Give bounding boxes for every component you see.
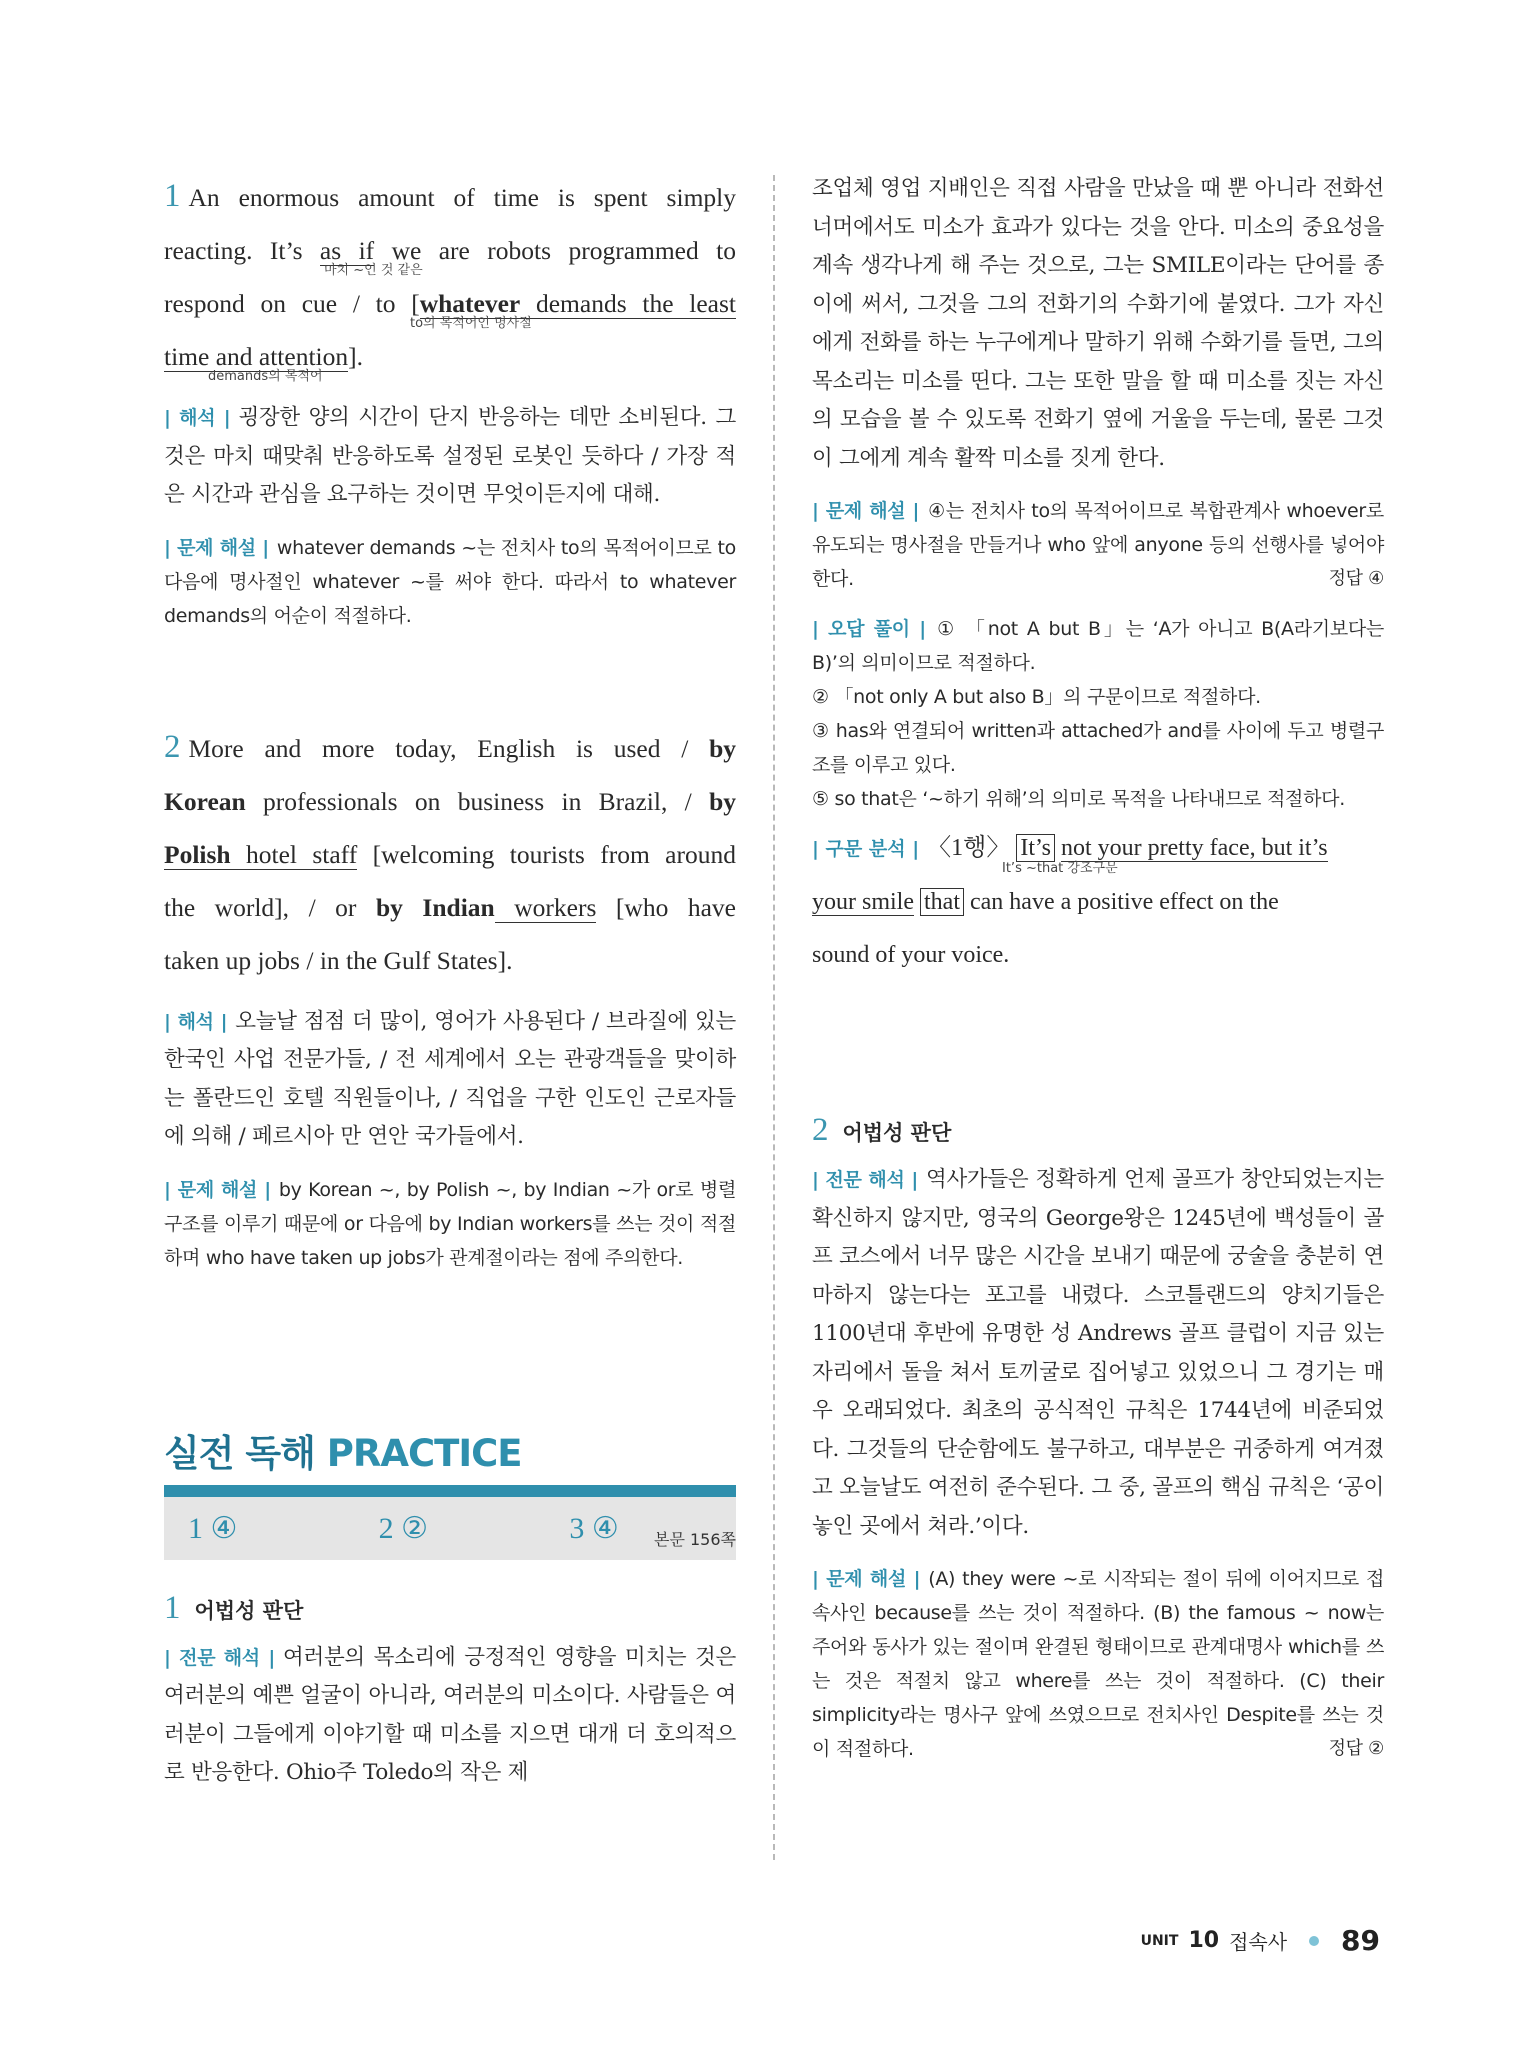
answer-label: 정답 ② (1328, 1738, 1384, 1759)
column-divider (773, 175, 775, 1860)
practice-title: 실전 독해 PRACTICE (164, 1431, 522, 1475)
practice-item-2: 2 어법성 판단 | 전문 해석 | 역사가들은 정확하게 언제 골프가 창안되었는지는 확신하지 않지만, 영국의 George왕은 1245년에 백성들이 골프 코스에서 너무 많은 시간을 보내기 때문에 궁술을 충분히 연마하지 않는다는 포고를 내렸다. 스코틀랜드의 양치기들은 1100년대 후반에 유명한 성 Andrews 골프 클럽이 지금 있는 자리에서 돌을 쳐서 토끼굴로 집어넣고 있었으니 그 경기는 매우 오래되었다. 최초의 공식적인 규칙은 1744년에 비준되었다. 그것들의 단순함에도 불구하고, 대부분은 귀중하게 여겨졌고 오늘날도 여전히 준수된다. 그 중, 골프의 핵심 규칙은 ‘공이 놓인 곳에서 쳐라.’이다. | 문제 해설 | (A) they were ~로 시작되는 절이 뒤에 이어지므로 접속사인 because를 쓰는 것이 적절하다. (B) the famous ~ now는 주어와 동사가 있는 절이며 완결된 형태이므로 관계대명사 which를 쓰는 것은 적절치 않고 where를 쓰는 것이 적절하다. (C) their simplicity라는 명사구 앞에 쓰였으므로 전치사인 Despite를 쓰는 것이 적절하다. 정답 ② (812, 1112, 1384, 1766)
item-number: 1 (164, 178, 181, 214)
practice-bar (164, 1485, 736, 1497)
page-footer: UNIT 10 접속사 89 (1140, 1924, 1380, 1957)
footer-dot-icon (1309, 1936, 1319, 1946)
answer-2: 2 ② (378, 1511, 429, 1545)
sentence-2: 2 More and more today, English is used / by Korean professionals on business in Brazil, / by Polish hotel staff [welcoming tourists from around the world], / or by Indian workers [who have taken up jobs / in the Gulf States]. | 해석 | 오늘날 점점 더 많이, 영어가 사용된다 / 브라질에 있는 한국인 사업 전문가들, / 전 세계에서 오는 관광객들을 맞이하는 폴란드인 호텔 직원들이나, / 직업을 구한 인도인 근로자들에 의해 / 페르시아 만 연안 국가들에서. | 문제 해설 | by Korean ~, by Polish ~, by Indian ~가 or로 병렬구조를 이루기 때문에 or 다음에 by Indian workers를 쓰는 것이 적절하며 who have taken up jobs가 관계절이라는 점에 주의한다. (164, 728, 736, 1269)
answer-label: 정답 ④ (1328, 568, 1384, 589)
annotation-emphasis: It’s ~that 강조구문 (1002, 861, 1118, 876)
practice-item-1: 1 어법성 판단 | 전문 해석 | 여러분의 목소리에 긍정적인 영향을 미치는 것은 여러분의 예쁜 얼굴이 아니라, 여러분의 미소이다. 사람들은 여러분이 그들에게 이야기할 때 미소를 지으면 대개 더 호의적으로 반응한다. Ohio주 Toledo의 작은 제 (164, 1589, 736, 1785)
answer-key (164, 1497, 736, 1560)
right-column: 조업체 영업 지배인은 직접 사람을 만났을 때 뿐 아니라 전화선 너머에서도 미소가 효과가 있다는 것을 안다. 미소의 중요성을 계속 생각나게 해 주는 것으로, 그는 SMILE이라는 단어를 종이에 써서, 그것을 그의 전화기의 수화기에 붙였다. 그가 자신에게 전화를 하는 누구에게나 말하기 위해 수화기를 들면, 그의 목소리는 미소를 띤다. 그는 또한 말을 할 때 미소를 짓는 자신의 모습을 볼 수 있도록 전화기 옆에 거울을 두는데, 물론 그것이 그에게 계속 활짝 미소를 짓게 한다. | 문제 해설 | ④는 전치사 to의 목적어이므로 복합관계사 whoever로 유도되는 명사절을 만들거나 who 앞에 anyone 등의 선행사를 넣어야 한다. 정답 ④ | 오답 풀이 | ① 「not A but B」는 ‘A가 아니고 B(A라기보다는 B)’의 의미이므로 적절하다. ② 「not only A but also B」의 구문이므로 적절하다. ③ has와 연결되어 written과 attached가 and를 사이에 두고 병렬구조를 이루고 있다. ⑤ so that은 ‘~하기 위해’의 의미로 목적을 나타내므로 적절하다. | 구문 분석 | 〈1행〉 It’s not your pretty face, but it’s It’s ~that 강조구문 your smile that can have a positive effect on the sound of your voice. 2 어법성 판단 | 전문 해석 | 역사가들은 정확하게 언제 골프가 창안되었는지는 확신하지 않지만, 영국의 George왕은 1245년에 백성들이 골프 코스에서 너무 많은 시간을 보내기 때문에 궁술을 충분히 연마하지 않는다는 포고를 내렸다. 스코틀랜드의 양치기들은 1100년대 후반에 유명한 성 Andrews 골프 클럽이 지금 있는 자리에서 돌을 쳐서 토끼굴로 집어넣고 있었으니 그 경기는 매우 오래되었다. 최초의 공식적인 규칙은 1744년에 비준되었다. 그것들의 단순함에도 불구하고, 대부분은 귀중하게 여겨졌고 오늘날도 여전히 준수된다. 그 중, 골프의 핵심 규칙은 ‘공이 놓인 곳에서 쳐라.’이다. | 문제 해설 | (A) they were ~로 시작되는 절이 뒤에 이어지므로 접속사인 because를 쓰는 것이 적절하다. (B) the famous ~ now는 주어와 동사가 있는 절이며 완결된 형태이므로 관계대명사 which를 쓰는 것은 적절치 않고 where를 쓰는 것이 적절하다. (C) their simplicity라는 명사구 앞에 쓰였으므로 전치사인 Despite를 쓰는 것이 적절하다. 정답 ② (812, 170, 1384, 1766)
annotation-noun-clause: to의 목적어인 명사절 (410, 316, 532, 331)
annotation-as-if: 마치 ~인 것 같은 (324, 263, 423, 278)
translation-continued: 조업체 영업 지배인은 직접 사람을 만났을 때 뿐 아니라 전화선 너머에서도 미소가 효과가 있다는 것을 안다. 미소의 중요성을 계속 생각나게 해 주는 것으로, 그는 SMILE이라는 단어를 종이에 써서, 그것을 그의 전화기의 수화기에 붙였다. 그가 자신에게 전화를 하는 누구에게나 말하기 위해 수화기를 들면, 그의 목소리는 미소를 띤다. 그는 또한 말을 할 때 미소를 짓는 자신의 모습을 볼 수 있도록 전화기 옆에 거울을 두는데, 물론 그것이 그에게 계속 활짝 미소를 짓게 한다. (812, 176, 1384, 471)
answer-1: 1 ④ (188, 1511, 238, 1545)
sentence-1: 1 An enormous amount of time is spent simply reacting. It’s as if we are robots programmed to 마치 ~인 것 같은 respond on cue / to [whatever demands the least to의 목적어인 명사절 time and attention]. demands의 목적어 | 해석 | 굉장한 양의 시간이 단지 반응하는 데만 소비된다. 그것은 마치 때맞춰 반응하도록 설정된 로봇인 듯하다 / 가장 적은 시간과 관심을 요구하는 것이면 무엇이든지에 대해. | 문제 해설 | whatever demands ~는 전치사 to의 목적어이므로 to 다음에 명사절인 whatever ~를 써야 한다. 따라서 to whatever demands의 어순이 적절하다. (164, 178, 736, 627)
page-number: 89 (1341, 1924, 1380, 1957)
answer-3: 3 ④ (569, 1511, 619, 1545)
practice-header (164, 1423, 736, 1560)
annotation-demands-object: demands의 목적어 (208, 369, 323, 384)
left-column (164, 170, 736, 1793)
page-reference: 본문 156쪽 (654, 1529, 736, 1549)
